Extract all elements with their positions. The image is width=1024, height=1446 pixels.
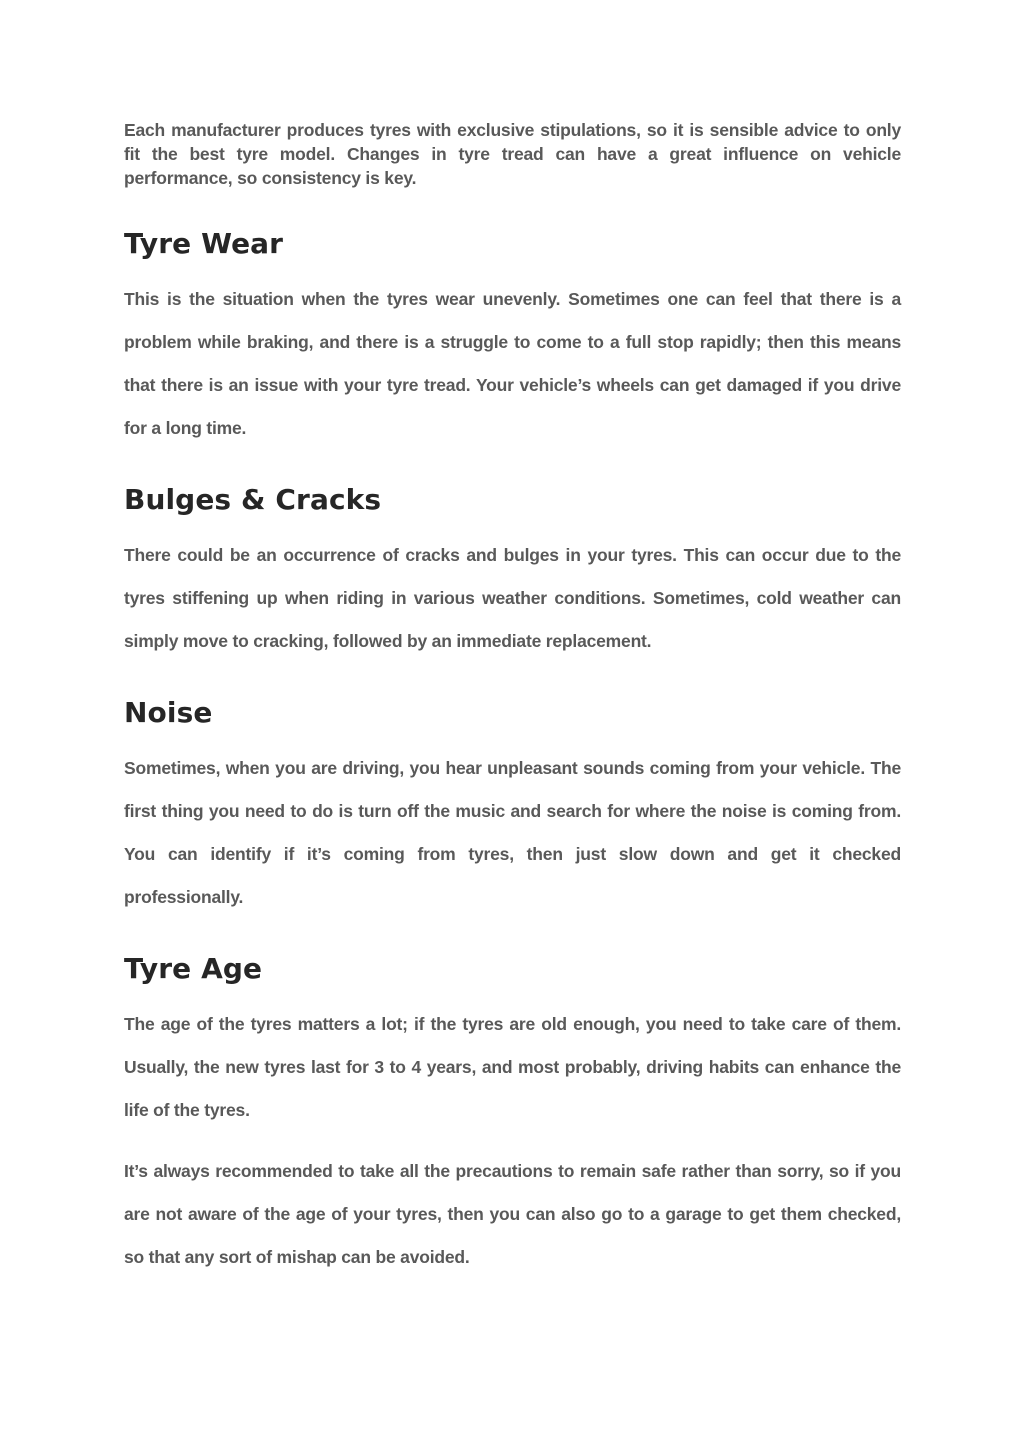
- section-tyre-age: [124, 949, 901, 1279]
- intro-paragraph: Each manufacturer produces tyres with exclusive stipulations, so it is sensible advice to only fit the best tyre model. Changes in tyre tread can have a great influence on vehicle performance, so consistency is key.: [124, 120, 901, 188]
- section-heading: Bulges & Cracks: [124, 483, 382, 516]
- section-paragraph: Sometimes, when you are driving, you hear unpleasant sounds coming from your vehicle. The first thing you need to do is turn off the music and search for where the noise is coming from. You can identify if it’s coming from tyres, then just slow down and get it checked professionally.: [124, 758, 901, 907]
- section-noise: [124, 693, 901, 919]
- section-bulges-cracks: [124, 480, 901, 663]
- section-heading: Tyre Wear: [124, 227, 284, 260]
- section-paragraph: It’s always recommended to take all the precautions to remain safe rather than sorry, so if you are not aware of the age of your tyres, then you can also go to a garage to get them checked, so that any sort of mishap can be avoided.: [124, 1161, 901, 1267]
- section-paragraph: There could be an occurrence of cracks and bulges in your tyres. This can occur due to the tyres stiffening up when riding in various weather conditions. Sometimes, cold weather can simply move to cracking, followed by an immediate replacement.: [124, 545, 901, 651]
- section-paragraph: The age of the tyres matters a lot; if the tyres are old enough, you need to take care of them. Usually, the new tyres last for 3 to 4 years, and most probably, driving habits can enhance the life of the tyres.: [124, 1014, 901, 1120]
- section-tyre-wear: [124, 224, 901, 450]
- document-page: [124, 118, 901, 1309]
- section-heading: Tyre Age: [124, 952, 263, 985]
- section-paragraph: This is the situation when the tyres wear unevenly. Sometimes one can feel that there is a problem while braking, and there is a struggle to come to a full stop rapidly; then this means that there is an issue with your tyre tread. Your vehicle’s wheels can get damaged if you drive for a long time.: [124, 289, 901, 438]
- section-heading: Noise: [124, 696, 213, 729]
